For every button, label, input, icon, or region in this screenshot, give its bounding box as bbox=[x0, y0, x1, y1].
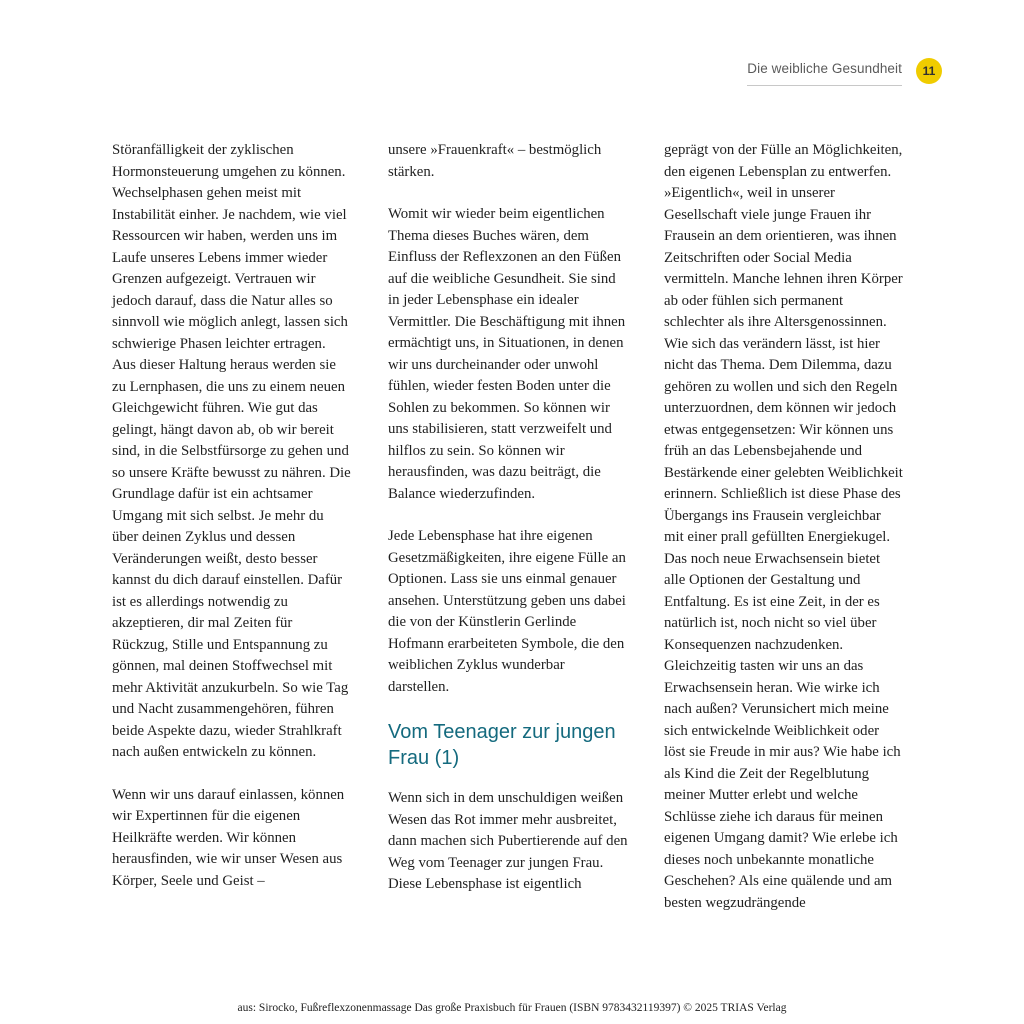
paragraph: Jede Lebensphase hat ihre eigenen Gesetzmäßigkeiten, ihre eigene Fülle an Optionen. Lass sie uns einmal genauer ansehen. Unterstützung geben uns dabei die von der Künstlerin Gerlinde Hofmann erarbeiteten Symbole, die den weiblichen Zyklus wunderbar darstellen. bbox=[388, 528, 626, 695]
paragraph: unsere »Frauenkraft« – bestmöglich stärken. bbox=[388, 142, 602, 180]
text-columns bbox=[112, 140, 904, 935]
paragraph: Wenn sich in dem unschuldigen weißen Wesen das Rot immer mehr ausbreitet, dann machen sich Pubertierende auf den Weg vom Teenager zur jungen Frau. Diese Lebensphase ist eigentlich bbox=[388, 790, 628, 892]
page-number-badge: 11 bbox=[916, 58, 942, 84]
paragraph: geprägt von der Fülle an Möglichkeiten, den eigenen Lebensplan zu entwerfen. »Eigentlich«, weil in unserer Gesellschaft viele junge Frauen ihr Frausein an dem orientieren, was ihnen Zeitschriften oder Social Media vermitteln. Manche lehnen ihren Körper ab oder fühlen sich permanent schlechter als ihre Altersgenossinnen. Wie sich das verändern lässt, ist hier nicht das Thema. Dem Dilemma, dazu gehören zu wollen und sich den Regeln unterzuordnen, dem können wir jedoch etwas entgegensetzen: Wir können uns früh an das Lebensbejahende und Bestärkende einer gelebten Weiblichkeit erinnern. Schließlich ist diese Phase des Übergangs ins Frausein vergleichbar mit einer prall gefüllten Energiekugel. Das noch neue Erwachsensein bietet alle Optionen der Gestaltung und Entfaltung. Es ist eine Zeit, in der es natürlich ist, noch nicht so viel über Konsequenzen nachzudenken. Gleichzeitig tasten wir uns an das Erwachsensein heran. Wie wirke ich nach außen? Verunsichert mich meine sich entwickelnde Weiblichkeit oder löst sie Freude in mir aus? Wie habe ich als Kind die Zeit der Regelblutung meiner Mutter erlebt und welche Schlüsse ziehe ich daraus für meinen eigenen Umgang damit? Wie erlebe ich dieses noch unbekannte monatliche Geschehen? Als eine quälende und am besten wegzudrängende bbox=[664, 142, 903, 911]
column-3 bbox=[664, 140, 904, 935]
footer-credit: aus: Sirocko, Fußreflexzonenmassage Das große Praxisbuch für Frauen (ISBN 9783432119397) © 2025 TRIAS Verlag bbox=[237, 1002, 787, 1014]
paragraph: Störanfälligkeit der zyklischen Hormonsteuerung umgehen zu können. Wechselphasen gehen meist mit Instabilität einher. Je nachdem, wie viel Ressourcen wir haben, werden uns im Laufe unseres Lebens immer wieder Grenzen aufgezeigt. Vertrauen wir jedoch darauf, dass die Natur alles so sinnvoll wie möglich anlegt, lassen sich schwierige Phasen leichter ertragen. Aus dieser Haltung heraus werden sie zu Lernphasen, die uns zu einem neuen Gleichgewicht führen. Wie gut das gelingt, hängt davon ab, ob wir bereit sind, in die Selbstfürsorge zu gehen und so unsere Kräfte bewusst zu nähren. Die Grundlage dafür ist ein achtsamer Umgang mit sich selbst. Je mehr du über deinen Zyklus und dessen Veränderungen weißt, desto besser kannst du dich darauf einstellen. Dafür ist es allerdings notwendig zu akzeptieren, dir mal Zeiten für Rückzug, Stille und Entspannung zu gönnen, mal deinen Stoffwechsel mit mehr Aktivität anzukurbeln. So wie Tag und Nacht zusammengehören, führen beide Aspekte dazu, wieder Strahlkraft nach außen entwickeln zu können. bbox=[112, 142, 351, 760]
column-1 bbox=[112, 140, 352, 935]
running-header bbox=[747, 58, 942, 88]
running-header-title: Die weibliche Gesundheit bbox=[747, 61, 902, 86]
paragraph: Wenn wir uns darauf einlassen, können wir Expertinnen für die eigenen Heilkräfte werden. Wir können herausfinden, wie wir unser Wesen aus Körper, Seele und Geist – bbox=[112, 786, 345, 889]
column-2 bbox=[388, 140, 628, 935]
paragraph: Womit wir wieder beim eigentlichen Thema dieses Buches wären, dem Einfluss der Reflexzonen an den Füßen auf die weibliche Gesundheit. Sie sind in jeder Lebensphase ein idealer Vermittler. Die Beschäftigung mit ihnen ermächtigt uns, in Situationen, in denen wir uns durcheinander oder unwohl fühlen, wieder festen Boden unter die Sohlen zu bekommen. So können wir uns stabilisieren, statt verzweifelt und hilflos zu sein. So können wir herausfinden, was dazu beiträgt, die Balance wiederzufinden. bbox=[388, 206, 626, 502]
section-heading: Vom Teenager zur jungen Frau (1) bbox=[388, 721, 616, 769]
